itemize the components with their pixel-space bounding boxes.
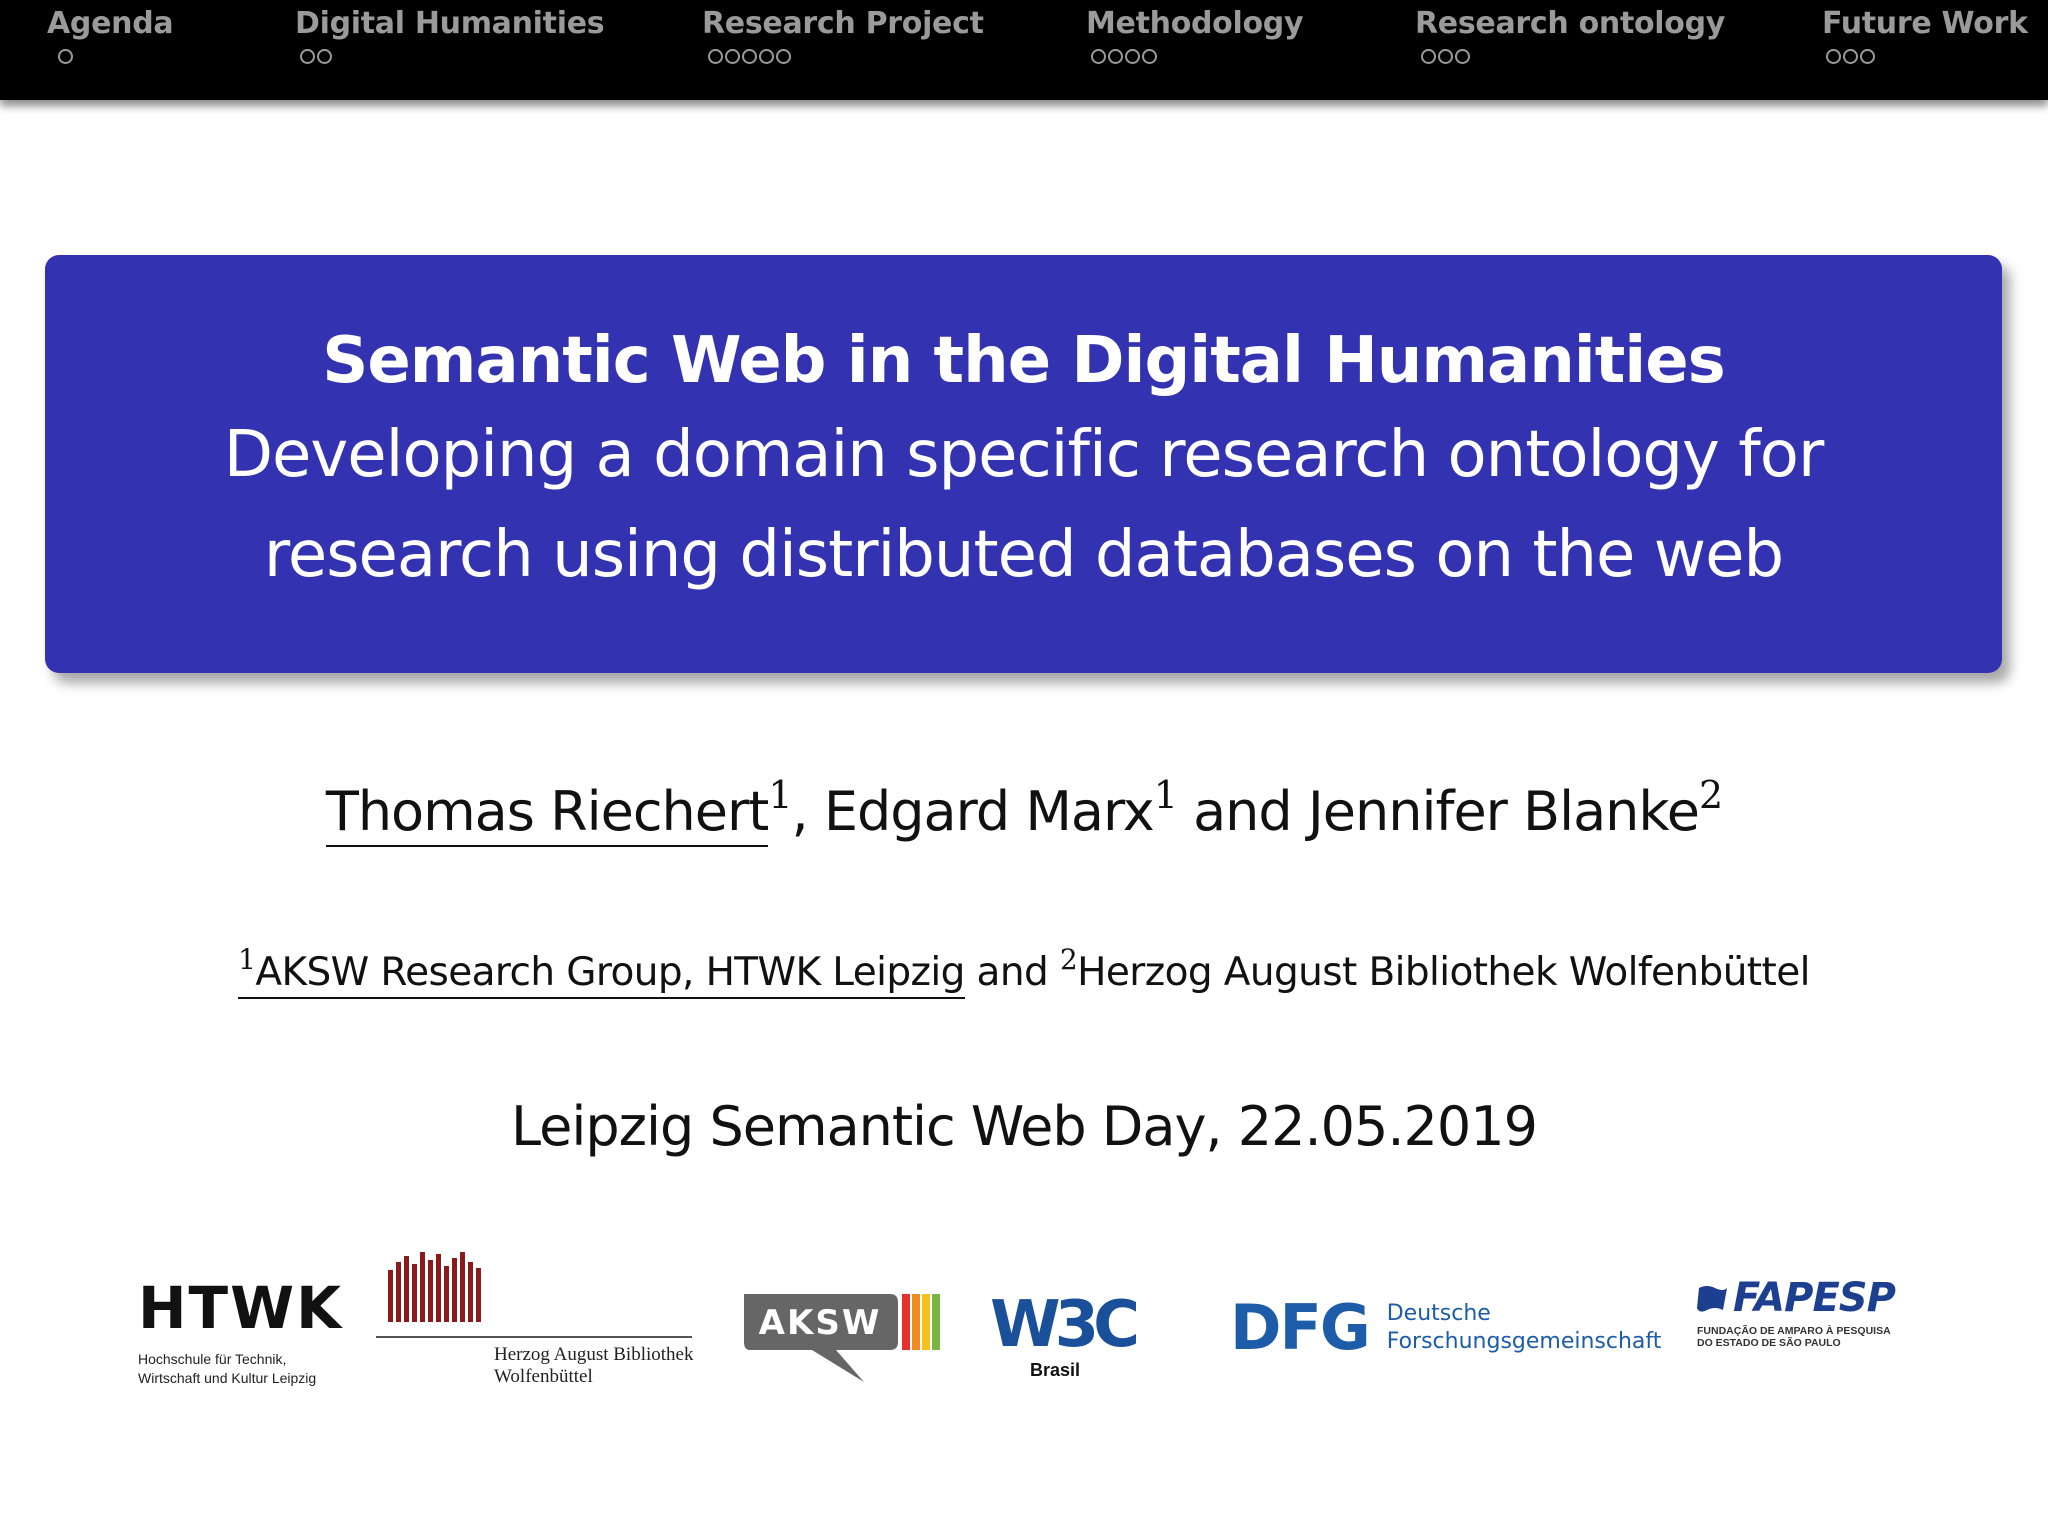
fapesp-logo bbox=[1697, 1275, 1917, 1349]
frame-dot[interactable] bbox=[1860, 49, 1875, 64]
nav-section-label[interactable]: Methodology bbox=[1086, 6, 1304, 41]
frame-dot[interactable] bbox=[725, 49, 740, 64]
frame-dot[interactable] bbox=[1091, 49, 1106, 64]
affiliation-marker: 1 bbox=[238, 943, 256, 976]
w3c-brasil-logo bbox=[990, 1288, 1135, 1381]
frame-dot[interactable] bbox=[1421, 49, 1436, 64]
htwk-logo-mark: HTWK bbox=[138, 1274, 344, 1342]
htwk-logo-text bbox=[138, 1350, 358, 1388]
nav-section-digital-humanities[interactable] bbox=[295, 6, 604, 64]
conjunction: and bbox=[964, 950, 1060, 995]
presentation-subtitle bbox=[124, 405, 1924, 605]
dfg-logo-text bbox=[1387, 1300, 1662, 1356]
frame-dot[interactable] bbox=[1108, 49, 1123, 64]
nav-frame-dots bbox=[702, 49, 984, 64]
nav-section-research-ontology[interactable] bbox=[1415, 6, 1725, 64]
hab-logo-mark bbox=[388, 1252, 694, 1322]
aksw-logo-mark: AKSW bbox=[758, 1303, 882, 1343]
aksw-speech-bubble-icon bbox=[740, 1292, 946, 1386]
w3c-logo-subtitle: Brasil bbox=[1029, 1360, 1081, 1380]
title-block bbox=[45, 255, 2002, 673]
affiliation-presenter bbox=[238, 943, 965, 999]
w3c-logo-mark: W3C bbox=[990, 1288, 1135, 1362]
logo-text-line: Forschungsgemeinschaft bbox=[1386, 1329, 1662, 1354]
frame-dot[interactable] bbox=[317, 49, 332, 64]
nav-section-agenda[interactable] bbox=[47, 6, 173, 64]
affiliation-marker: 1 bbox=[1153, 773, 1177, 817]
frame-dot[interactable] bbox=[58, 49, 73, 64]
logo-text-line: Deutsche bbox=[1386, 1301, 1491, 1326]
frame-dot[interactable] bbox=[300, 49, 315, 64]
conjunction: and bbox=[1176, 780, 1308, 843]
frame-dot[interactable] bbox=[708, 49, 723, 64]
affiliation-name: AKSW Research Group, HTWK Leipzig bbox=[255, 950, 965, 995]
aksw-logo bbox=[740, 1292, 946, 1390]
dfg-logo bbox=[1230, 1291, 1662, 1364]
nav-frame-dots bbox=[1086, 49, 1303, 64]
logo-text-line: DO ESTADO DE SÃO PAULO bbox=[1697, 1337, 1841, 1349]
logo-text-line: Wolfenbüttel bbox=[494, 1366, 593, 1387]
htwk-logo bbox=[138, 1274, 358, 1388]
fapesp-logo-row bbox=[1697, 1275, 1917, 1321]
nav-section-label[interactable]: Research ontology bbox=[1415, 6, 1726, 41]
frame-dot[interactable] bbox=[776, 49, 791, 64]
affiliation-marker: 2 bbox=[1059, 943, 1078, 976]
event-date: Leipzig Semantic Web Day, 22.05.2019 bbox=[511, 1095, 1537, 1158]
affiliation-marker: 1 bbox=[768, 773, 792, 817]
logo-text-line: Hochschule für Technik, bbox=[138, 1351, 287, 1367]
presentation-title: Semantic Web in the Digital Humanities bbox=[322, 324, 1725, 398]
nav-section-methodology[interactable] bbox=[1086, 6, 1303, 64]
separator: , bbox=[791, 780, 824, 843]
frame-dot[interactable] bbox=[742, 49, 757, 64]
fapesp-flag-icon bbox=[1697, 1284, 1729, 1312]
logo-text-line: Herzog August Bibliothek bbox=[494, 1344, 694, 1365]
dfg-logo-mark: DFG bbox=[1230, 1291, 1369, 1364]
logo-text-line: FUNDAÇÃO DE AMPARO À PESQUISA bbox=[1697, 1325, 1891, 1337]
affiliation-name: Herzog August Bibliothek Wolfenbüttel bbox=[1077, 950, 1810, 995]
nav-section-label[interactable]: Agenda bbox=[47, 6, 174, 41]
frame-dot[interactable] bbox=[759, 49, 774, 64]
nav-frame-dots bbox=[1822, 49, 2028, 64]
fapesp-logo-mark: FAPESP bbox=[1733, 1275, 1895, 1321]
author-name: Edgard Marx bbox=[823, 780, 1154, 843]
nav-section-label[interactable]: Research Project bbox=[702, 6, 984, 41]
frame-dot[interactable] bbox=[1455, 49, 1470, 64]
nav-section-future-work[interactable] bbox=[1822, 6, 2028, 64]
frame-dot[interactable] bbox=[1142, 49, 1157, 64]
affiliation-line bbox=[0, 943, 2048, 995]
author-name: Jennifer Blanke bbox=[1307, 780, 1699, 843]
nav-frame-dots bbox=[47, 49, 173, 64]
hab-logo-rule bbox=[376, 1336, 692, 1338]
frame-dot[interactable] bbox=[1843, 49, 1858, 64]
frame-dot[interactable] bbox=[1125, 49, 1140, 64]
nav-section-research-project[interactable] bbox=[702, 6, 984, 64]
subtitle-line: Developing a domain specific research ontology for bbox=[223, 418, 1824, 492]
fapesp-logo-text bbox=[1697, 1325, 1917, 1349]
nav-section-label[interactable]: Future Work bbox=[1822, 6, 2028, 41]
logo-text-line: Wirtschaft und Kultur Leipzig bbox=[138, 1370, 317, 1386]
hab-logo bbox=[376, 1252, 694, 1388]
nav-section-label[interactable]: Digital Humanities bbox=[295, 6, 605, 41]
affiliation-marker: 2 bbox=[1698, 773, 1723, 817]
subtitle-line: research using distributed databases on the web bbox=[263, 518, 1784, 592]
frame-dot[interactable] bbox=[1438, 49, 1453, 64]
nav-frame-dots bbox=[295, 49, 604, 64]
section-navigation-bar bbox=[0, 0, 2048, 100]
frame-dot[interactable] bbox=[1826, 49, 1841, 64]
nav-frame-dots bbox=[1415, 49, 1725, 64]
author-name-presenter: Thomas Riechert bbox=[326, 780, 769, 847]
author-list bbox=[0, 773, 2048, 843]
hab-logo-text bbox=[494, 1344, 694, 1388]
